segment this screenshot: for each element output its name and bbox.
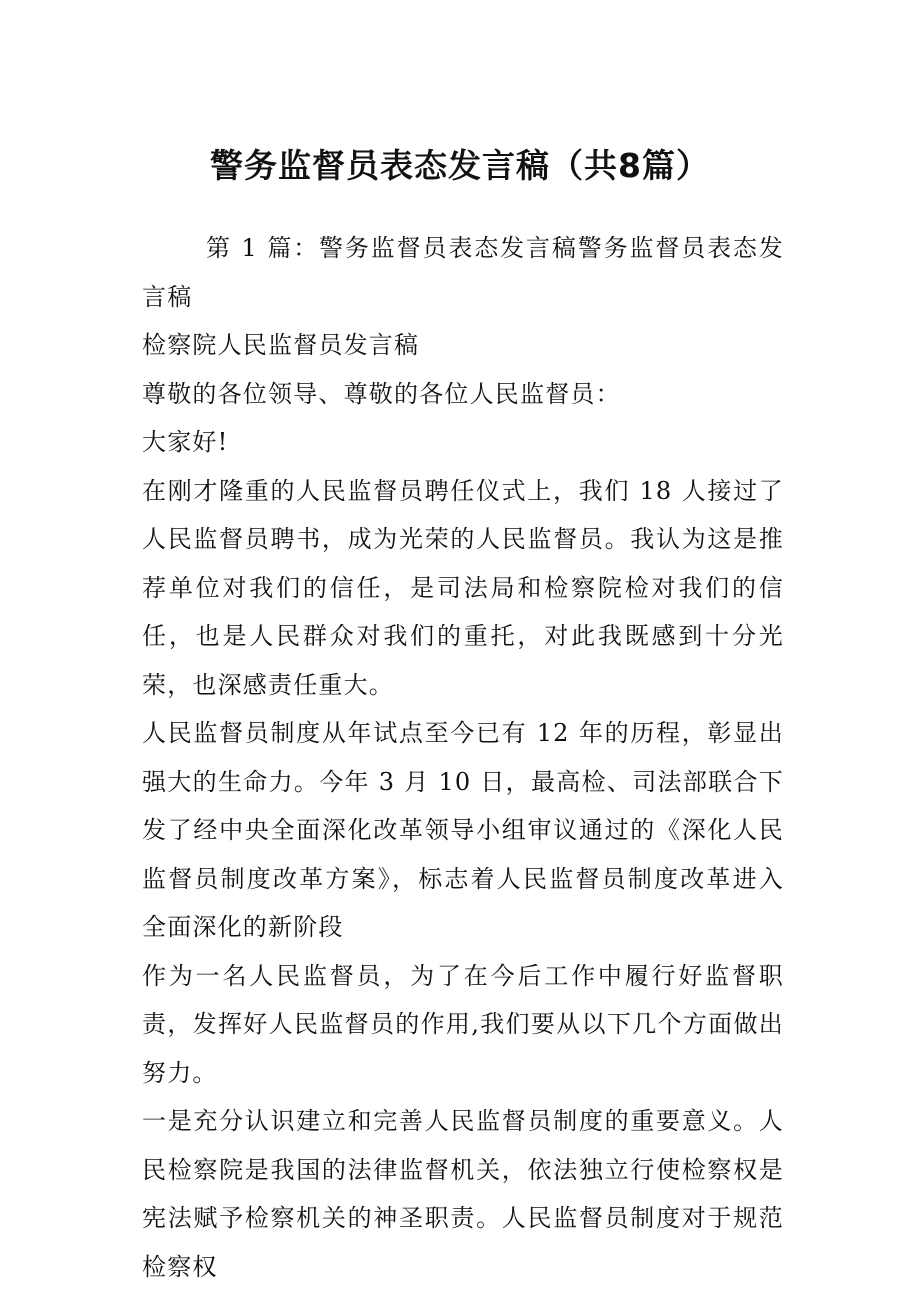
- paragraph-greeting: 大家好!: [142, 428, 229, 456]
- paragraph-speech-title: 检察院人民监督员发言稿: [142, 331, 420, 359]
- document-body: [142, 224, 784, 1291]
- paragraph-efforts-intro: 作为一名人民监督员，为了在今后工作中履行好监督职责，发挥好人民监督员的作用,我们要从以下几个方面做出努力。: [142, 961, 784, 1087]
- document-title: 警务监督员表态发言稿（共8篇）: [210, 146, 710, 185]
- paragraph-salutation: 尊敬的各位领导、尊敬的各位人民监督员：: [142, 379, 621, 408]
- paragraph-point-one: 一是充分认识建立和完善人民监督员制度的重要意义。人民检察院是我国的法律监督机关，依法独立行使检察权是宪法赋予检察机关的神圣职责。人民监督员制度对于规范检察权: [142, 1107, 784, 1281]
- paragraph-chapter-heading: 第 1 篇：警务监督员表态发言稿警务监督员表态发言稿: [142, 234, 784, 311]
- paragraph-history: 人民监督员制度从年试点至今已有 12 年的历程，彰显出强大的生命力。今年 3 月 10 日，最高检、司法部联合下发了经中央全面深化改革领导小组审议通过的《深化人民监督员制度改革方案》，标志着人民监督员制度改革进入全面深化的新阶段: [142, 719, 784, 941]
- paragraph-appointment: 在刚才隆重的人民监督员聘任仪式上，我们 18 人接过了人民监督员聘书，成为光荣的人民监督员。我认为这是推荐单位对我们的信任，是司法局和检察院检对我们的信任，也是人民群众对我们的重托，对此我既感到十分光荣，也深感责任重大。: [142, 476, 784, 699]
